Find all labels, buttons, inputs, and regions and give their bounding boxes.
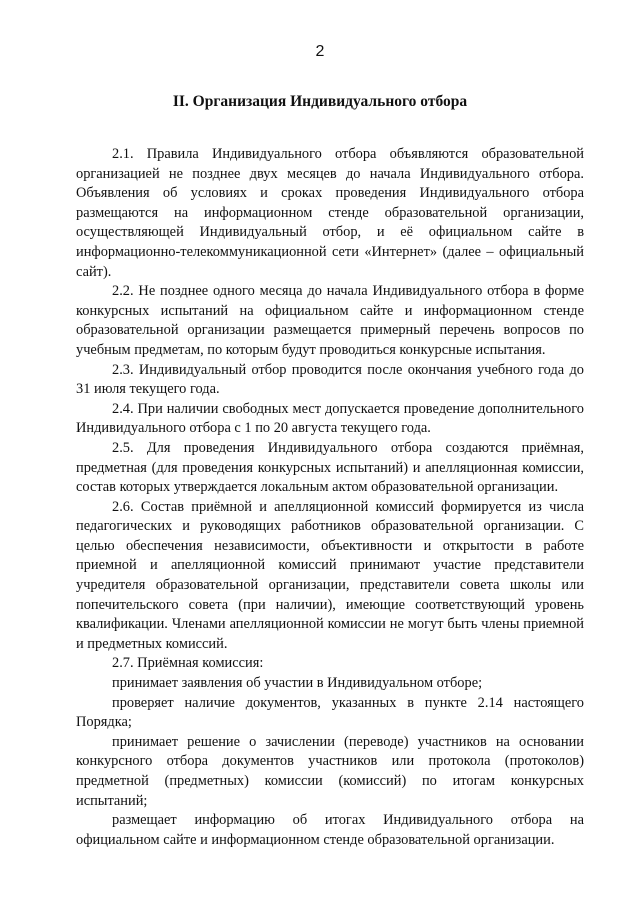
paragraph-2-5: 2.5. Для проведения Индивидуального отбора создаются приёмная, предметная (для проведения конкурсных испытаний) и апелляционная комиссии, состав которых утверждается локальным актом образовательной организации. xyxy=(76,439,584,496)
page-number: 2 xyxy=(315,43,325,60)
paragraph-2-3: 2.3. Индивидуальный отбор проводится после окончания учебного года до 31 июля текущего года. xyxy=(76,361,584,398)
list-item-publishes-results: размещает информацию об итогах Индивидуального отбора на официальном сайте и информационном стенде образовательной организации. xyxy=(76,812,584,848)
paragraph-2-4: 2.4. При наличии свободных мест допускается проведение дополнительного Индивидуального отбора с 1 по 20 августа текущего года. xyxy=(76,400,584,437)
paragraph-2-7: 2.7. Приёмная комиссия: xyxy=(112,655,264,672)
paragraph-2-1: 2.1. Правила Индивидуального отбора объявляются образовательной организацией не позднее двух месяцев до начала Индивидуального отбора. Объявления об условиях и сроках проведения Индивидуального отбора размещаются на информационном стенде образовательной организации, осуществляющей Индивидуальный отбор, и её официальном сайте в информационно-телекоммуникационной сети «Интернет» (далее – официальный сайт). xyxy=(76,146,584,280)
list-item-checks-documents: проверяет наличие документов, указанных в пункте 2.14 настоящего Порядка; xyxy=(76,694,584,731)
section-title: II. Организация Индивидуального отбора xyxy=(172,93,468,110)
list-item-enrollment-decision: принимает решение о зачислении (переводе) участников на основании конкурсного отбора документов участников или протокола (протоколов) предметной (предметных) комиссии (комиссий) по итогам конкурсных испытаний; xyxy=(76,733,584,809)
paragraph-2-2: 2.2. Не позднее одного месяца до начала Индивидуального отбора в форме конкурсных испытаний на официальном сайте и информационном стенде образовательной организации размещается примерный перечень вопросов по учебным предметам, по которым будут проводиться конкурсные испытания. xyxy=(76,283,584,358)
list-item-accepts-applications: принимает заявления об участии в Индивидуальном отборе; xyxy=(112,675,483,692)
document-body xyxy=(76,145,584,850)
paragraph-2-6: 2.6. Состав приёмной и апелляционной комиссий формируется из числа педагогических и руководящих работников образовательной организации. С целью обеспечения независимости, объективности и открытости в работе приемной и апелляционной комиссий принимают участие представители учредителя образовательной организации, представители совета школы или попечительского совета (при наличии), имеющие соответствующий уровень квалификации. Членами апелляционной комиссии не могут быть члены приемной и предметных комиссий. xyxy=(76,498,584,652)
